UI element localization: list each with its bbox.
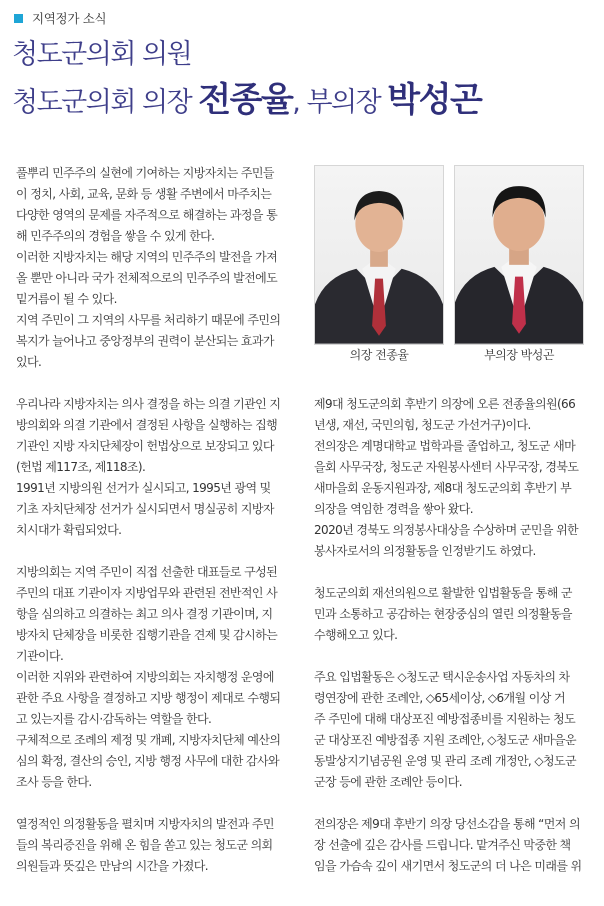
text-line: 올 뿐만 아니라 국가 전체적으로의 민주주의 발전에도	[16, 271, 278, 285]
chairman-name: 전종율	[198, 80, 293, 120]
text-line: 봉사자로서의 의정활동을 인정받기도 하였다.	[314, 544, 536, 558]
text-line: 청도군의회 재선의원으로 활발한 입법활동을 통해 군	[314, 586, 572, 600]
title-line-1: 청도군의회 의원	[12, 39, 192, 70]
text-line: 전의장은 계명대학교 법학과를 졸업하고, 청도군 새마	[314, 439, 576, 453]
text-line: 풀뿌리 민주주의 실현에 기여하는 지방자치는 주민들	[16, 166, 274, 180]
paragraph	[314, 520, 590, 562]
chairman-caption: 의장 전종율	[349, 348, 409, 362]
paragraph	[16, 814, 288, 877]
text-line: 군장 등에 관한 조례안 등이다.	[314, 775, 462, 789]
text-line: 동발상지기념공원 운영 및 관리 조례 개정안, ◇청도군	[314, 754, 576, 768]
text-line: 1991년 지방의원 선거가 실시되고, 1995년 광역 및	[16, 481, 271, 495]
vice-chairman-caption: 부의장 박성곤	[484, 348, 554, 362]
text-line: 이러한 지방자치는 해당 지역의 민주주의 발전을 가져	[16, 250, 278, 264]
text-line: 의장을 역임한 경력을 쌓아 왔다.	[314, 502, 473, 516]
paragraph	[16, 478, 288, 541]
paragraph	[314, 436, 590, 520]
text-line: 의원들과 뜻깊은 만남의 시간을 가졌다.	[16, 859, 208, 873]
vice-chairman-portrait-icon	[455, 166, 583, 344]
section-label-text: 지역정가 소식	[32, 11, 107, 26]
paragraph	[16, 667, 288, 730]
paragraph-gap	[314, 646, 590, 667]
text-line: 복지가 늘어나고 중앙정부의 권력이 분산되는 효과가	[16, 334, 274, 348]
text-line: 수행해오고 있다.	[314, 628, 398, 642]
text-line: 주 주민에 대해 대상포진 예방접종비를 지원하는 청도	[314, 712, 576, 726]
text-line: (헌법 제117조, 제118조).	[16, 460, 146, 474]
text-line: 군 대상포진 예방접종 지원 조례안, ◇청도군 새마을운	[314, 733, 576, 747]
paragraph	[16, 394, 288, 478]
text-line: 심의 확정, 결산의 승인, 지방 행정 사무에 대한 감사와	[16, 754, 279, 768]
text-line: 을회 사무국장, 청도군 자원봉사센터 사무국장, 경북도	[314, 460, 579, 474]
text-line: 2020년 경북도 의정봉사대상을 수상하며 군민을 위한	[314, 523, 579, 537]
text-line: 항을 심의하고 의결하는 최고 의사 결정 기관이며, 지	[16, 607, 273, 621]
text-line: 조사 등을 한다.	[16, 775, 92, 789]
text-line: 우리나라 지방자치는 의사 결정을 하는 의결 기관인 지	[16, 397, 281, 411]
chairman-photo	[314, 165, 444, 345]
left-column	[16, 163, 288, 877]
text-line: 전의장은 제9대 후반기 의장 당선소감을 통해 “먼저 의	[314, 817, 580, 831]
paragraph	[314, 814, 590, 877]
text-line: 령연장에 관한 조례안, ◇65세이상, ◇6개월 이상 거	[314, 691, 565, 705]
text-line: 새마을회 운동지원과장, 제8대 청도군의회 후반기 부	[314, 481, 572, 495]
paragraph	[314, 394, 590, 436]
text-line: 이 정치, 사회, 교육, 문화 등 생활 주변에서 마주치는	[16, 187, 272, 201]
paragraph	[16, 247, 288, 310]
text-line: 지방의회는 지역 주민이 직접 선출한 대표들로 구성된	[16, 565, 278, 579]
paragraph-gap	[16, 793, 288, 814]
text-line: 년생, 재선, 국민의힘, 청도군 가선거구)이다.	[314, 418, 531, 432]
paragraph	[16, 163, 288, 247]
text-line: 장 선출에 깊은 감사를 드립니다. 맡겨주신 막중한 책	[314, 838, 571, 852]
vice-chairman-photo	[454, 165, 584, 345]
text-line: 밑거름이 될 수 있다.	[16, 292, 117, 306]
text-line: 들의 복리증진을 위해 온 힘을 쏟고 있는 청도군 의회	[16, 838, 273, 852]
text-line: 주민의 대표 기관이자 지방업무와 관련된 전반적인 사	[16, 586, 278, 600]
title-line-2	[12, 80, 481, 123]
text-line: 해 민주주의의 경험을 쌓을 수 있게 한다.	[16, 229, 215, 243]
vice-chairman-name: 박성곤	[387, 80, 482, 120]
paragraph-gap	[16, 373, 288, 394]
paragraph	[16, 562, 288, 667]
text-line: 방의회와 의결 기관에서 결정된 사항을 실행하는 집행	[16, 418, 278, 432]
paragraph-gap	[16, 541, 288, 562]
text-line: 이러한 지위와 관련하여 지방의회는 자치행정 운영에	[16, 670, 274, 684]
text-line: 있다.	[16, 355, 42, 369]
text-line: 열정적인 의정활동을 펼치며 지방자치의 발전과 주민	[16, 817, 274, 831]
text-line: 관한 주요 사항을 결정하고 지방 행정이 제대로 수행되	[16, 691, 281, 705]
right-column	[314, 394, 590, 877]
title-mid: , 부의장	[292, 87, 388, 118]
paragraph-gap	[314, 793, 590, 814]
text-line: 구체적으로 조례의 제정 및 개폐, 지방자치단체 예산의	[16, 733, 281, 747]
chairman-portrait-icon	[315, 166, 443, 344]
paragraph	[314, 583, 590, 646]
text-line: 방자치 단체장을 비롯한 집행기관을 견제 및 감시하는	[16, 628, 278, 642]
paragraph	[16, 310, 288, 373]
text-line: 다양한 영역의 문제를 자주적으로 해결하는 과정을 통	[16, 208, 278, 222]
paragraph	[16, 730, 288, 793]
text-line: 지역 주민이 그 지역의 사무를 처리하기 때문에 주민의	[16, 313, 281, 327]
text-line: 민과 소통하고 공감하는 현장중심의 열린 의정활동을	[314, 607, 572, 621]
text-line: 기초 자치단체장 선거가 실시되면서 명실공히 지방자	[16, 502, 274, 516]
text-line: 기관이다.	[16, 649, 64, 663]
text-line: 제9대 청도군의회 후반기 의장에 오른 전종율의원(66	[314, 397, 576, 411]
text-line: 기관인 지방 자치단체장이 헌법상으로 보장되고 있다	[16, 439, 274, 453]
section-square-icon	[14, 14, 23, 23]
title-prefix: 청도군의회 의장	[12, 87, 199, 118]
text-line: 주요 입법활동은 ◇청도군 택시운송사업 자동차의 차	[314, 670, 570, 684]
paragraph-gap	[314, 562, 590, 583]
text-line: 임을 가슴속 깊이 새기면서 청도군의 더 나은 미래를 위	[314, 859, 582, 873]
paragraph	[314, 667, 590, 793]
text-line: 고 있는지를 감시·감독하는 역할을 한다.	[16, 712, 212, 726]
text-line: 치시대가 확립되었다.	[16, 523, 122, 537]
section-label	[14, 9, 106, 27]
